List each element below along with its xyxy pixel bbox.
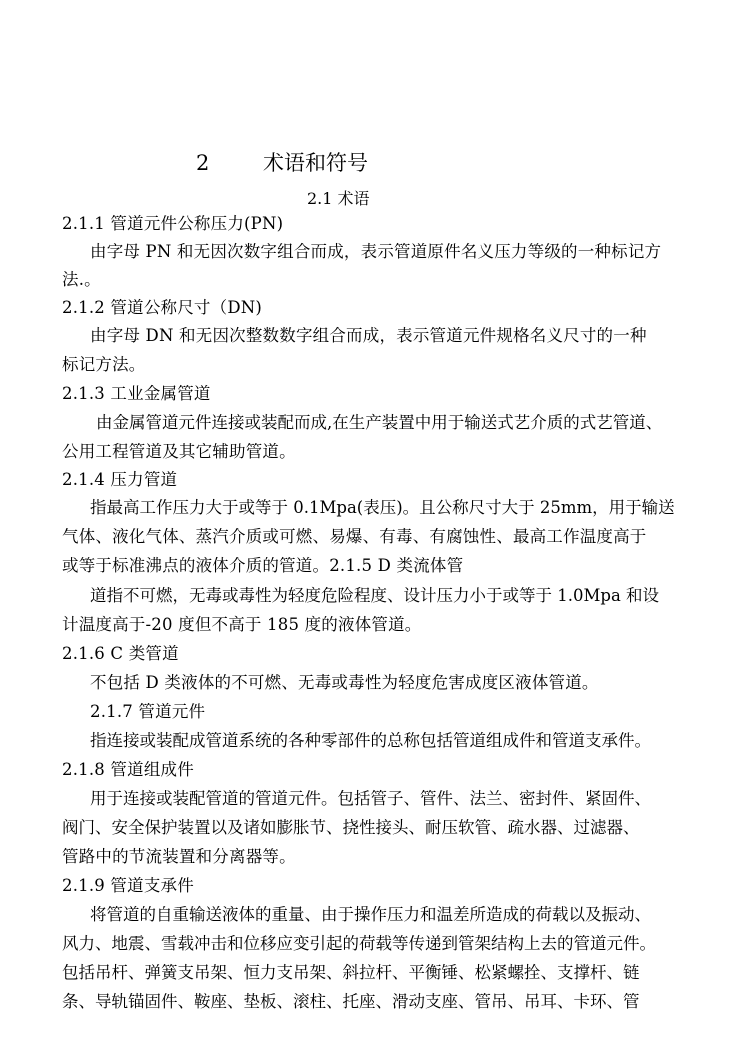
body-line: 由字母 PN 和无因次数字组合而成，表示管道原件名义压力等级的一种标记方 xyxy=(90,242,662,261)
section-heading: 2.1 术语 xyxy=(307,189,370,208)
body-line: 阀门、安全保护装置以及诸如膨胀节、挠性接头、耐压软管、疏水器、过滤器、 xyxy=(62,818,640,837)
term-heading: 2.1.1 管道元件公称压力(PN) xyxy=(62,214,284,233)
body-line: 包括吊杆、弹簧支吊架、恒力支吊架、斜拉杆、平衡锤、松紧螺拴、支撑杆、链 xyxy=(62,963,640,982)
body-line: 法.。 xyxy=(62,270,101,289)
body-line: 或等于标准沸点的液体介质的管道。2.1.5 D 类流体管 xyxy=(62,556,464,575)
body-line: 道指不可燃，无毒或毒性为轻度危险程度、设计压力小于或等于 1.0Mpa 和设 xyxy=(90,586,660,605)
body-line: 标记方法。 xyxy=(62,355,146,374)
term-heading: 2.1.8 管道组成件 xyxy=(62,760,194,779)
body-line: 气体、液化气体、蒸汽介质或可燃、易爆、有毒、有腐蚀性、最高工作温度高于 xyxy=(62,527,647,546)
body-line: 由字母 DN 和无因次整数数字组合而成，表示管道元件规格名义尺寸的一种 xyxy=(90,326,647,345)
body-line: 条、导轨锚固件、鞍座、垫板、滚柱、托座、滑动支座、管吊、吊耳、卡环、管 xyxy=(62,992,640,1011)
body-line: 不包括 D 类液体的不可燃、无毒或毒性为轻度危害成度区液体管道。 xyxy=(90,673,599,692)
body-line: 指最高工作压力大于或等于 0.1Mpa(表压)。且公称尺寸大于 25mm，用于输送 xyxy=(90,498,675,517)
term-heading: 2.1.9 管道支承件 xyxy=(62,876,194,895)
body-line: 计温度高于-20 度但不高于 185 度的液体管道。 xyxy=(62,615,422,634)
chapter-number: 2 xyxy=(196,151,210,175)
body-line: 风力、地震、雪载冲击和位移应变引起的荷载等传递到管架结构上去的管道元件。 xyxy=(62,934,656,953)
body-line: 公用工程管道及其它辅助管道。 xyxy=(62,442,296,461)
term-heading: 2.1.4 压力管道 xyxy=(62,470,178,489)
chapter-title: 术语和符号 xyxy=(263,151,368,175)
body-line: 用于连接或装配管道的管道元件。包括管子、管件、法兰、密封件、紧固件、 xyxy=(90,789,651,808)
body-line: 由金属管道元件连接或装配而成,在生产装置中用于输送式艺介质的式艺管道、 xyxy=(96,413,663,432)
term-heading: 2.1.2 管道公称尺寸（DN) xyxy=(62,298,263,317)
term-heading: 2.1.3 工业金属管道 xyxy=(62,384,211,403)
body-line: 指连接或装配成管道系统的各种零部件的总称包括管道组成件和管道支承件。 xyxy=(90,731,651,750)
term-heading: 2.1.7 管道元件 xyxy=(90,702,206,721)
term-heading: 2.1.6 C 类管道 xyxy=(62,644,179,663)
body-line: 管路中的节流装置和分离器等。 xyxy=(62,847,296,866)
body-line: 将管道的自重输送液体的重量、由于操作压力和温差所造成的荷载以及振动、 xyxy=(90,905,651,924)
